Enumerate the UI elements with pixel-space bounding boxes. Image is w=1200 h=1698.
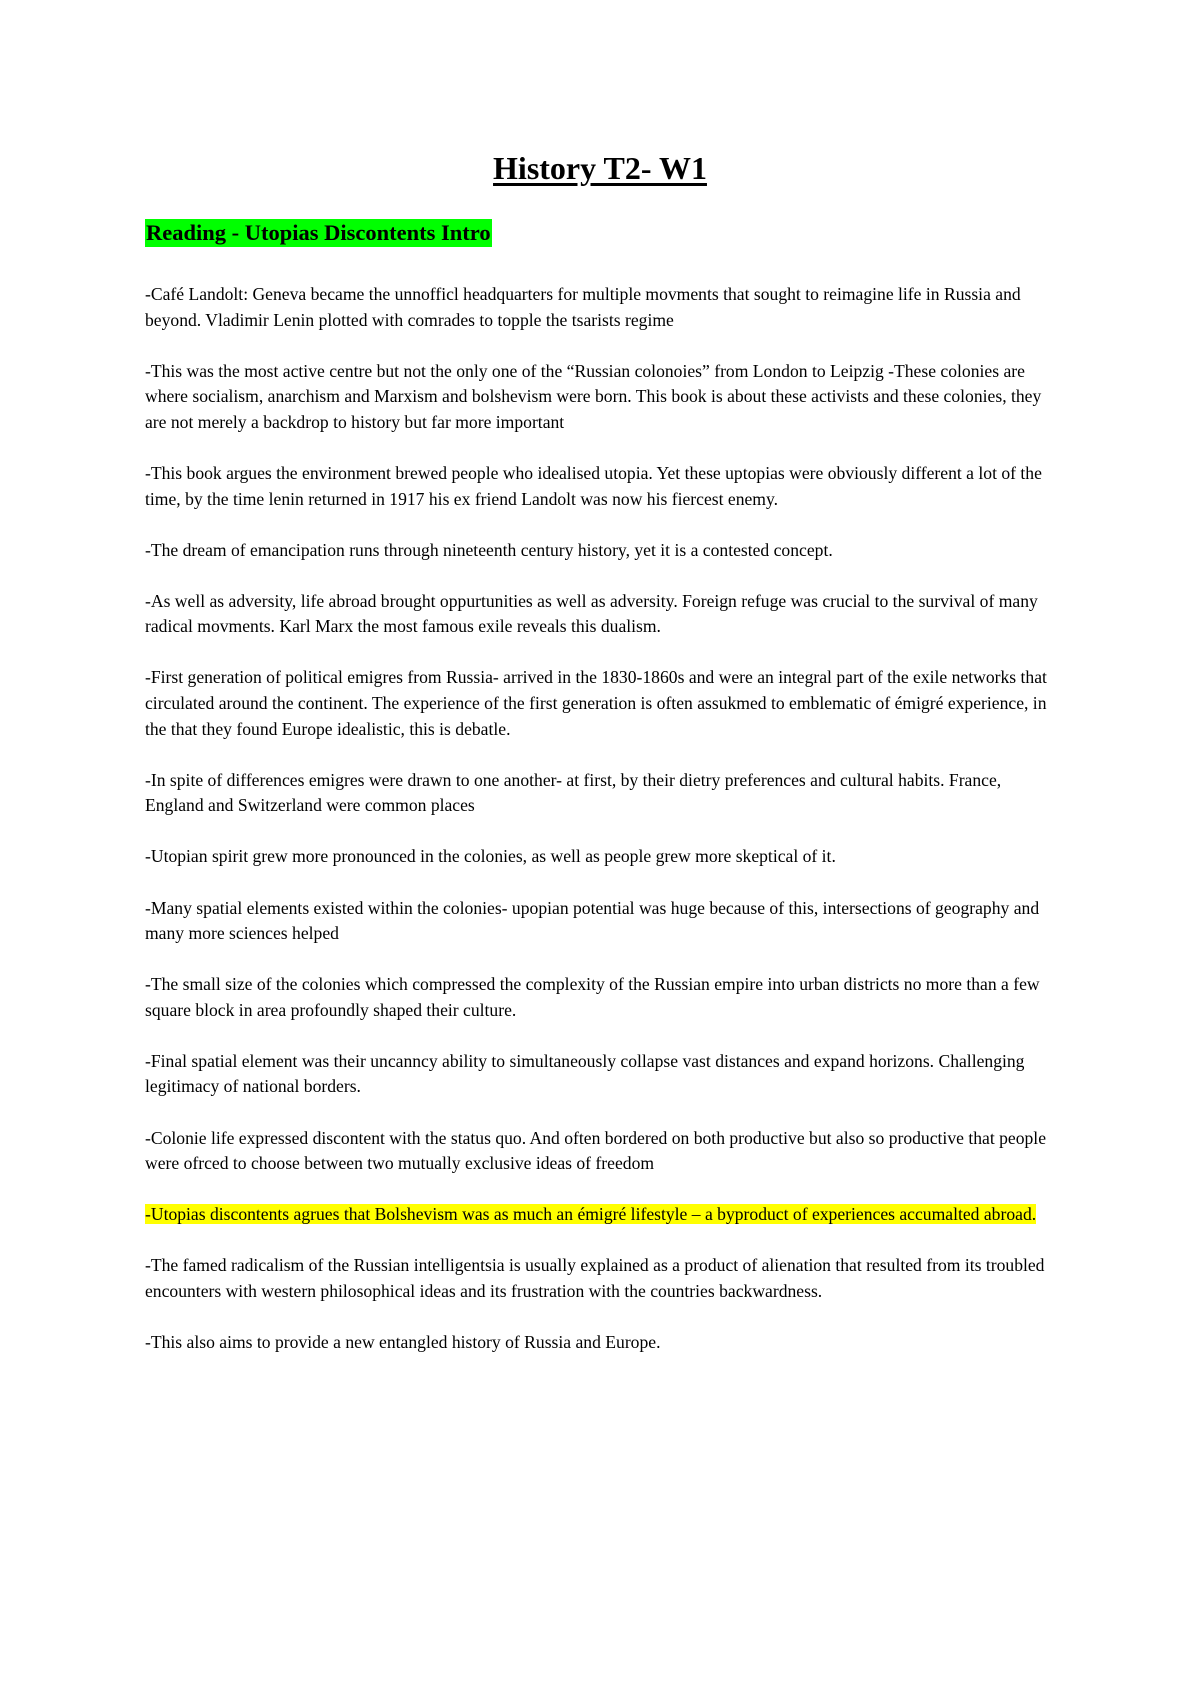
note-paragraph: -This also aims to provide a new entangled history of Russia and Europe. xyxy=(145,1332,661,1353)
note-paragraph: -First generation of political emigres from Russia- arrived in the 1830-1860s and were an integral part of the exile networks that circulated around the continent. The experience of the first generation is often assukmed to emblematic of émigré experience, in the that they found Europe idealistic, this is debatle. xyxy=(145,667,1047,739)
section-heading-text: Reading - Utopias Discontents Intro xyxy=(146,220,491,245)
note-paragraph: -This book argues the environment brewed people who idealised utopia. Yet these uptopias were obviously different a lot of the time, by the time lenin returned in 1917 his ex friend Landolt was now his fiercest enemy. xyxy=(145,462,1042,509)
key-point-text: -Utopias discontents agrues that Bolshevism was as much an émigré lifestyle – a byproduct of experiences accumalted abroad. xyxy=(145,1204,1037,1225)
note-paragraph: -As well as adversity, life abroad brought oppurtunities as well as adversity. Foreign refuge was crucial to the survival of many radical movments. Karl Marx the most famous exile reveals this dualism. xyxy=(145,590,1038,637)
note-paragraph: -Café Landolt: Geneva became the unnofficl headquarters for multiple movments that sought to reimagine life in Russia and beyond. Vladimir Lenin plotted with comrades to topple the tsarists regime xyxy=(145,284,1021,330)
note-paragraph: -This was the most active centre but not the only one of the “Russian colonoies” from London to Leipzig -These colonies are where socialism, anarchism and Marxism and bolshevism were born. This book is about these activists and these colonies, they are not merely a backdrop to history but far more important xyxy=(145,360,1042,432)
section-heading xyxy=(145,218,492,248)
note-paragraph: -Utopian spirit grew more pronounced in the colonies, as well as people grew more skeptical of it. xyxy=(145,846,836,867)
document-title: History T2- W1 xyxy=(493,150,707,186)
note-paragraph: -Colonie life expressed discontent with the status quo. And often bordered on both productive but also so productive that people were ofrced to choose between two mutually exclusive ideas of freedom xyxy=(145,1127,1047,1174)
notes-body xyxy=(145,282,1060,1381)
note-paragraph: -The dream of emancipation runs through nineteenth century history, yet it is a contested concept. xyxy=(145,539,833,560)
highlighted-key-point xyxy=(145,1202,1060,1228)
note-paragraph: -The small size of the colonies which compressed the complexity of the Russian empire into urban districts no more than a few square block in area profoundly shaped their culture. xyxy=(145,974,1040,1020)
note-paragraph: -The famed radicalism of the Russian intelligentsia is usually explained as a product of alienation that resulted from its troubled encounters with western philosophical ideas and its frustration with the countries backwardness. xyxy=(145,1255,1045,1301)
note-paragraph: -Many spatial elements existed within the colonies- upopian potential was huge because of this, intersections of geography and many more sciences helped xyxy=(145,897,1040,944)
note-paragraph: -In spite of differences emigres were drawn to one another- at first, by their dietry preferences and cultural habits. France, England and Switzerland were common places xyxy=(145,769,1002,816)
note-paragraph: -Final spatial element was their uncanncy ability to simultaneously collapse vast distances and expand horizons. Challenging legitimacy of national borders. xyxy=(145,1050,1025,1097)
